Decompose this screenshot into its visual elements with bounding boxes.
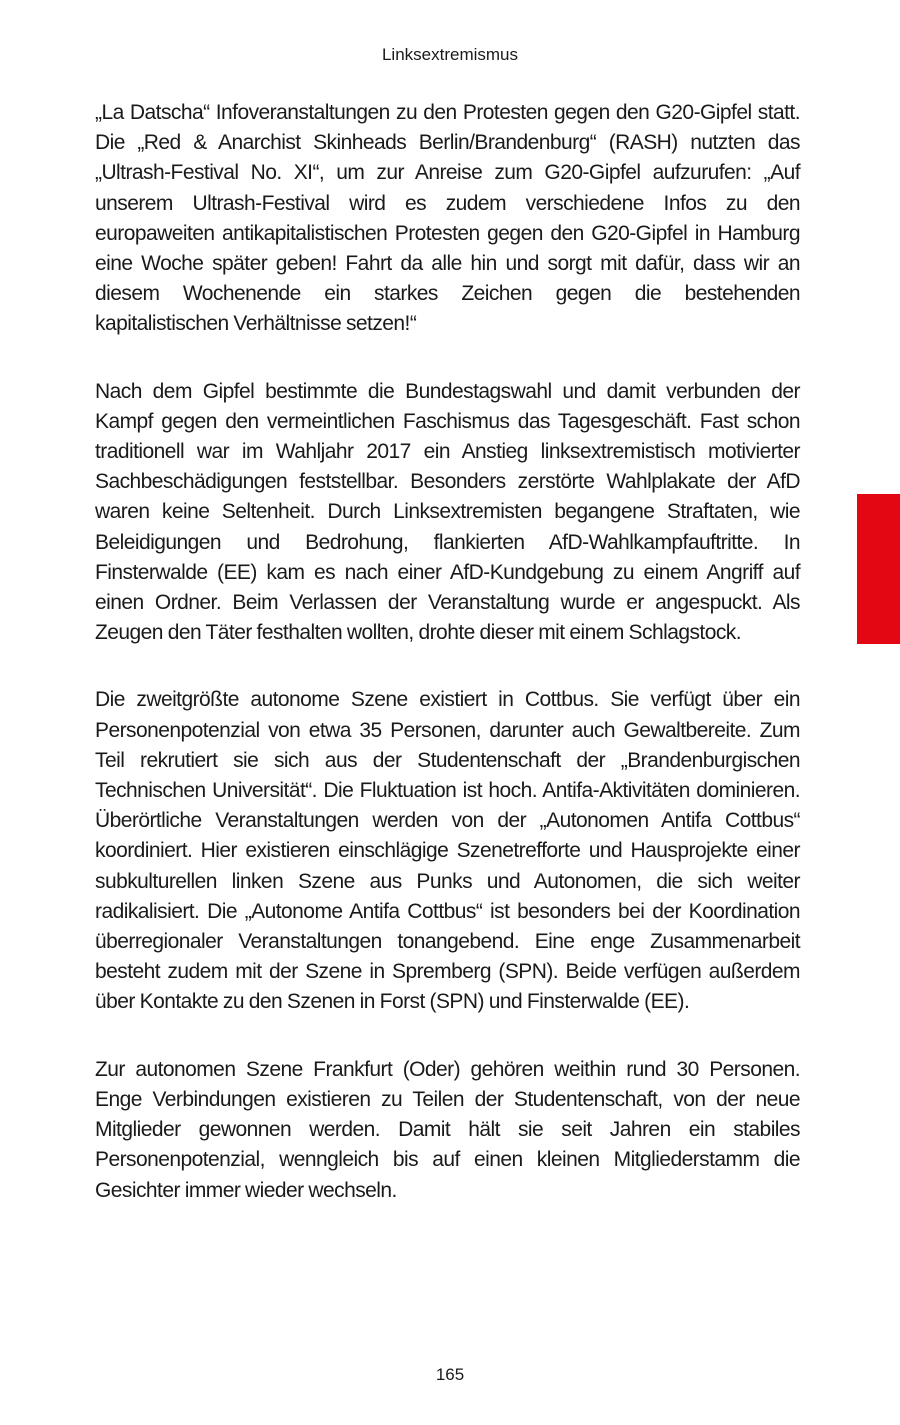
paragraph-bundestagswahl: Nach dem Gipfel bestimmte die Bundestagswahl und damit verbunden der Kampf gegen den vermeintlichen Faschismus das Tagesgeschäft. Fast schon traditionell war im Wahljahr 2017 ein Anstieg linksextremistisch motivierter Sachbeschädigungen feststellbar. Besonders zerstörte Wahlplakate der AfD waren keine Seltenheit. Durch Linksextremisten begangene Straftaten, wie Beleidigungen und Bedrohung, flankierten AfD-Wahlkampfauftritte. In Finsterwalde (EE) kam es nach einer AfD-Kundgebung zu einem Angriff auf einen Ordner. Beim Verlassen der Veranstaltung wurde er angespuckt. Als Zeugen den Täter festhalten wollten, drohte dieser mit einem Schlagstock. [95,379,800,645]
paragraph-g20-festival: „La Datscha“ Infoveranstaltungen zu den Protesten gegen den G20-Gipfel statt. Die „Red & Anarchist Skinheads Berlin/Brandenburg“ (RASH) nutzten das „Ultrash-Festival No. XI“, um zur Anreise zum G20-Gipfel aufzurufen: „Auf unserem Ultrash-Festival wird es zudem verschiedene Infos zu den europaweiten antikapitalistischen Protesten gegen den G20-Gipfel in Hamburg eine Woche später geben! Fahrt da alle hin und sorgt mit dafür, dass wir an diesem Wochenende ein starkes Zeichen gegen die bestehenden kapitalistischen Verhältnisse setzen!“ [95,101,800,336]
paragraph-frankfurt-oder: Zur autonomen Szene Frankfurt (Oder) gehören weithin rund 30 Personen. Enge Verbindungen existieren zu Teilen der Studentenschaft, von der neue Mitglieder gewonnen werden. Damit hält sie seit Jahren ein stabiles Personenpotenzial, wenngleich bis auf einen kleinen Mitgliederstamm die Gesichter immer wieder wechseln. [95,1057,800,1202]
paragraph-cottbus: Die zweitgrößte autonome Szene existiert in Cottbus. Sie verfügt über ein Personenpotenzial von etwa 35 Personen, darunter auch Gewaltbereite. Zum Teil rekrutiert sie sich aus der Studentenschaft der „Brandenburgischen Technischen Universität“. Die Fluktuation ist hoch. Antifa-Aktivitäten dominieren. Überörtliche Veranstaltungen werden von der „Autonomen Antifa Cottbus“ koordiniert. Hier existieren einschlägige Szenetrefforte und Hausprojekte einer subkulturellen linken Szene aus Punks und Autonomen, die sich weiter radikalisiert. Die „Autonome Antifa Cottbus“ ist besonders bei der Koordination überregionaler Veranstaltungen tonangebend. Eine enge Zusammenarbeit besteht zudem mit der Szene in Spremberg (SPN). Beide verfügen außerdem über Kontakte zu den Szenen in Forst (SPN) und Finsterwalde (EE). [95,688,800,1014]
running-header: Linksextremismus [381,45,519,64]
page-number: 165 [435,1365,465,1384]
chapter-side-tab [857,494,900,644]
body-text [95,98,800,1206]
